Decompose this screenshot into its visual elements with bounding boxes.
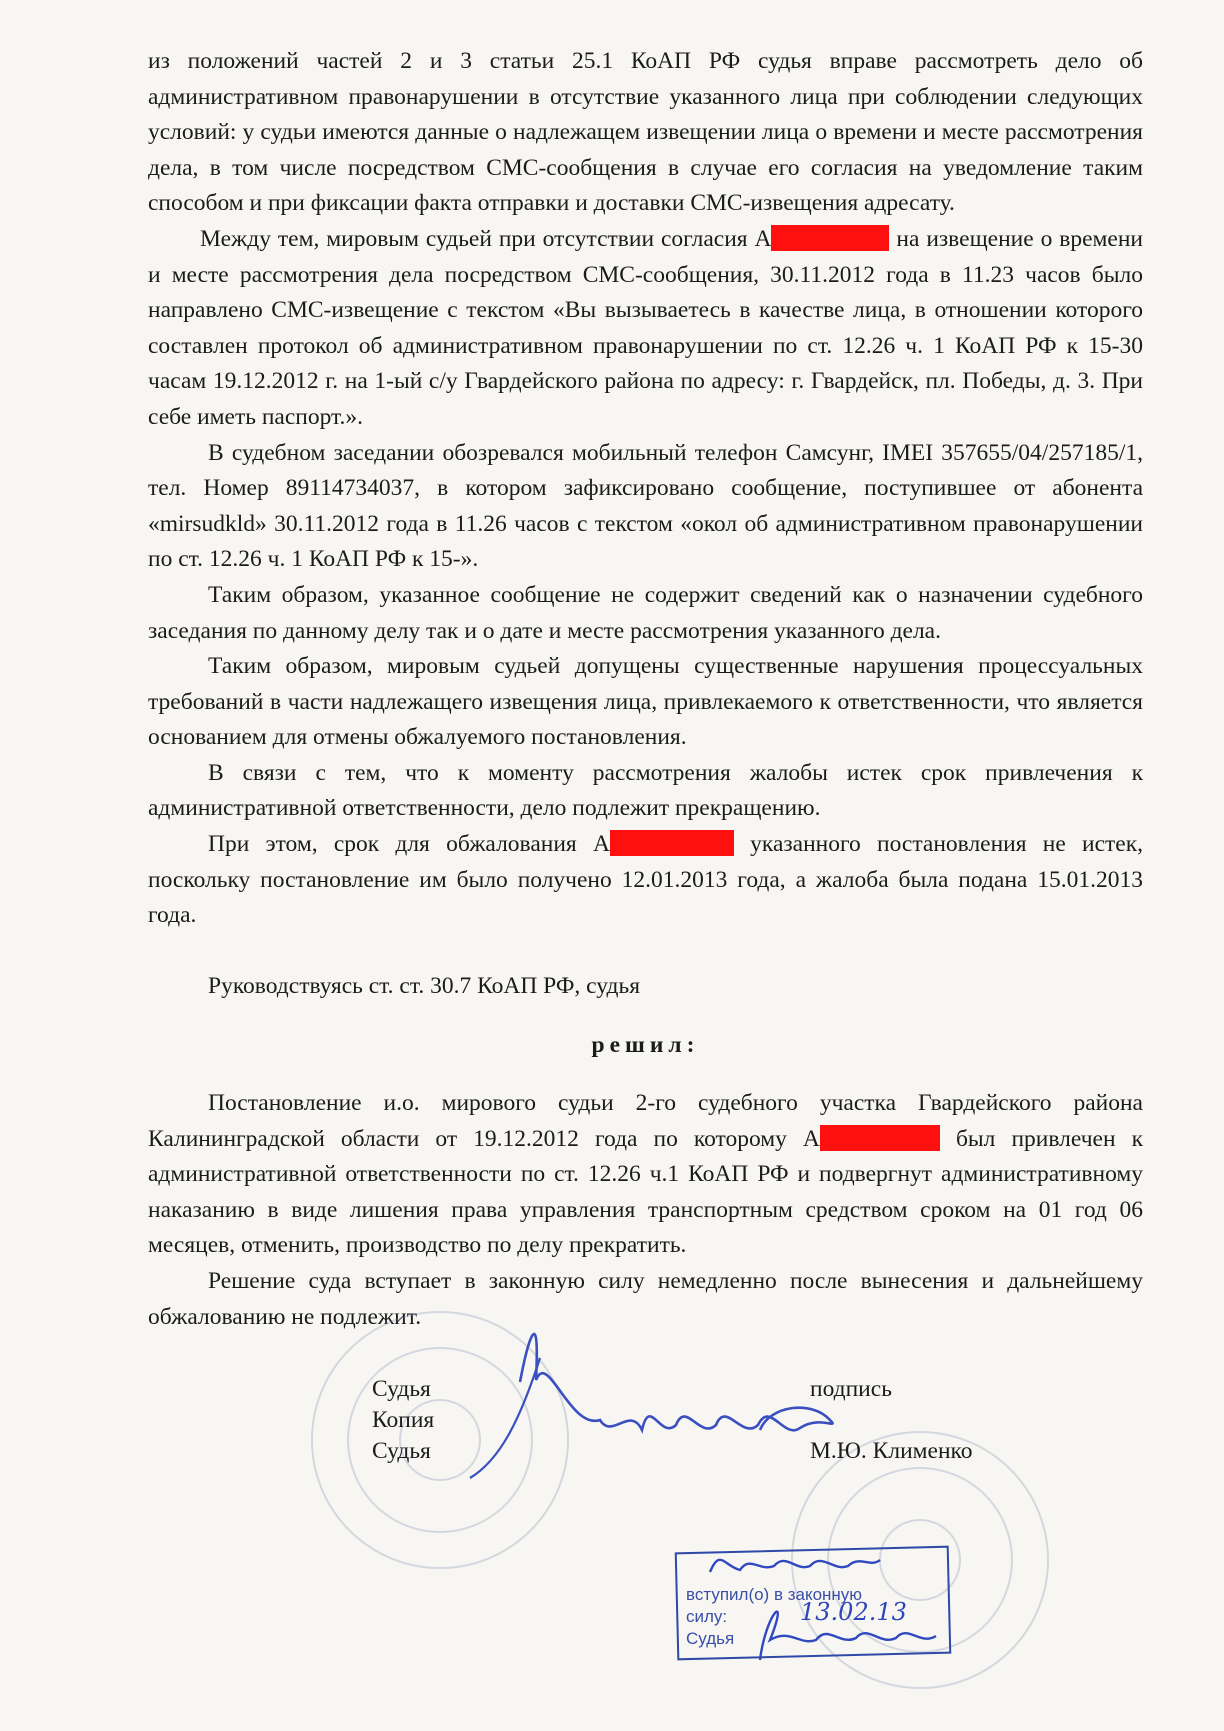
paragraph-4: Таким образом, указанное сообщение не содержит сведений как о назначении судебного заседания по данному делу так и о дате и месте рассмотрения указанного дела.	[148, 581, 1143, 644]
paragraph-6: В связи с тем, что к моменту рассмотрения жалобы истек срок привлечения к административной ответственности, дело подлежит прекращению.	[148, 759, 1143, 822]
stamp-line-1: вступил(о) в законную	[686, 1585, 863, 1604]
paragraph-10: Решение суда вступает в законную силу немедленно после вынесения и дальнейшему обжалованию не подлежит.	[148, 1268, 1143, 1330]
paragraph-7-start: При этом, срок для обжалования А	[208, 831, 610, 858]
copy-label: Копия	[372, 1407, 435, 1433]
paragraph-9-start: Постановление и.о. мирового судьи 2-го судебного участка Гвардейского района Калининградской области от 19.12.2012 года по которому А	[148, 1090, 1143, 1152]
stamp-line-2-label: силу:	[686, 1607, 728, 1626]
stamp-line-3-label: Судья	[686, 1629, 735, 1648]
paragraph-2-start: Между тем, мировым судьей при отсутствии согласия А	[200, 225, 772, 252]
paragraph-3: В судебном заседании обозревался мобильный телефон Самсунг, IMEI 357655/04/257185/1, тел. Номер 89114734037, в котором зафиксировано сообщение, поступившее от абонента «mirsudkld» 30.11.2012 года в 11.26 часов с текстом «окол об административном правонарушении по ст. 12.26 ч. 1 КоАП РФ к 15-».	[148, 439, 1143, 573]
paragraph-8: Руководствуясь ст. ст. 30.7 КоАП РФ, судья	[208, 972, 641, 999]
paragraph-5: Таким образом, мировым судьей допущены существенные нарушения процессуальных требований в части надлежащего извещения лица, привлекаемого к ответственности, что является основанием для отмены обжалуемого постановления.	[148, 653, 1143, 751]
paragraph-2-end: на извещение о времени и месте рассмотрения дела посредством СМС-сообщения, 30.11.2012 года в 11.23 часов было направлено СМС-извещение с текстом «Вы вызываетесь в качестве лица, в отношении которого составлен протокол об административном правонарушении по ст. 12.26 ч. 1 КоАП РФ к 15-30 часам 19.12.2012 г. на 1-ый с/у Гвардейского района по адресу: г. Гвардейск, пл. Победы, д. 3. При себе иметь паспорт.».	[148, 225, 1143, 430]
stamp-date: 13.02.13	[800, 1598, 907, 1626]
decision-heading: решил:	[591, 1032, 700, 1059]
judge-signature	[520, 1334, 833, 1430]
judge-name: М.Ю. Клименко	[810, 1438, 973, 1464]
paragraph-7-end: указанного постановления не истек, поскольку постановление им было получено 12.01.2013 года, а жалоба была подана 15.01.2013 года.	[148, 831, 1143, 929]
paragraph-1: из положений частей 2 и 3 статьи 25.1 КоАП РФ судья вправе рассмотреть дело об административном правонарушении в отсутствие указанного лица при соблюдении следующих условий: у судьи имеются данные о надлежащем извещении лица о времени и месте рассмотрения дела, в том числе посредством СМС-сообщения в случае его согласия на уведомление таким способом и при фиксации факта отправки и доставки СМС-извещения адресату.	[148, 48, 1143, 217]
judge-label: Судья	[372, 1376, 431, 1402]
court-seal-left	[312, 1312, 568, 1568]
signature-label: подпись	[810, 1376, 892, 1402]
paragraph-9-end: был привлечен к административной ответственности по ст. 12.26 ч.1 КоАП РФ и подвергнут административному наказанию в виде лишения права управления транспортным средством сроком на 01 год 06 месяцев, отменить, производство по делу прекратить.	[148, 1125, 1143, 1259]
judge-label-2: Судья	[372, 1438, 431, 1464]
